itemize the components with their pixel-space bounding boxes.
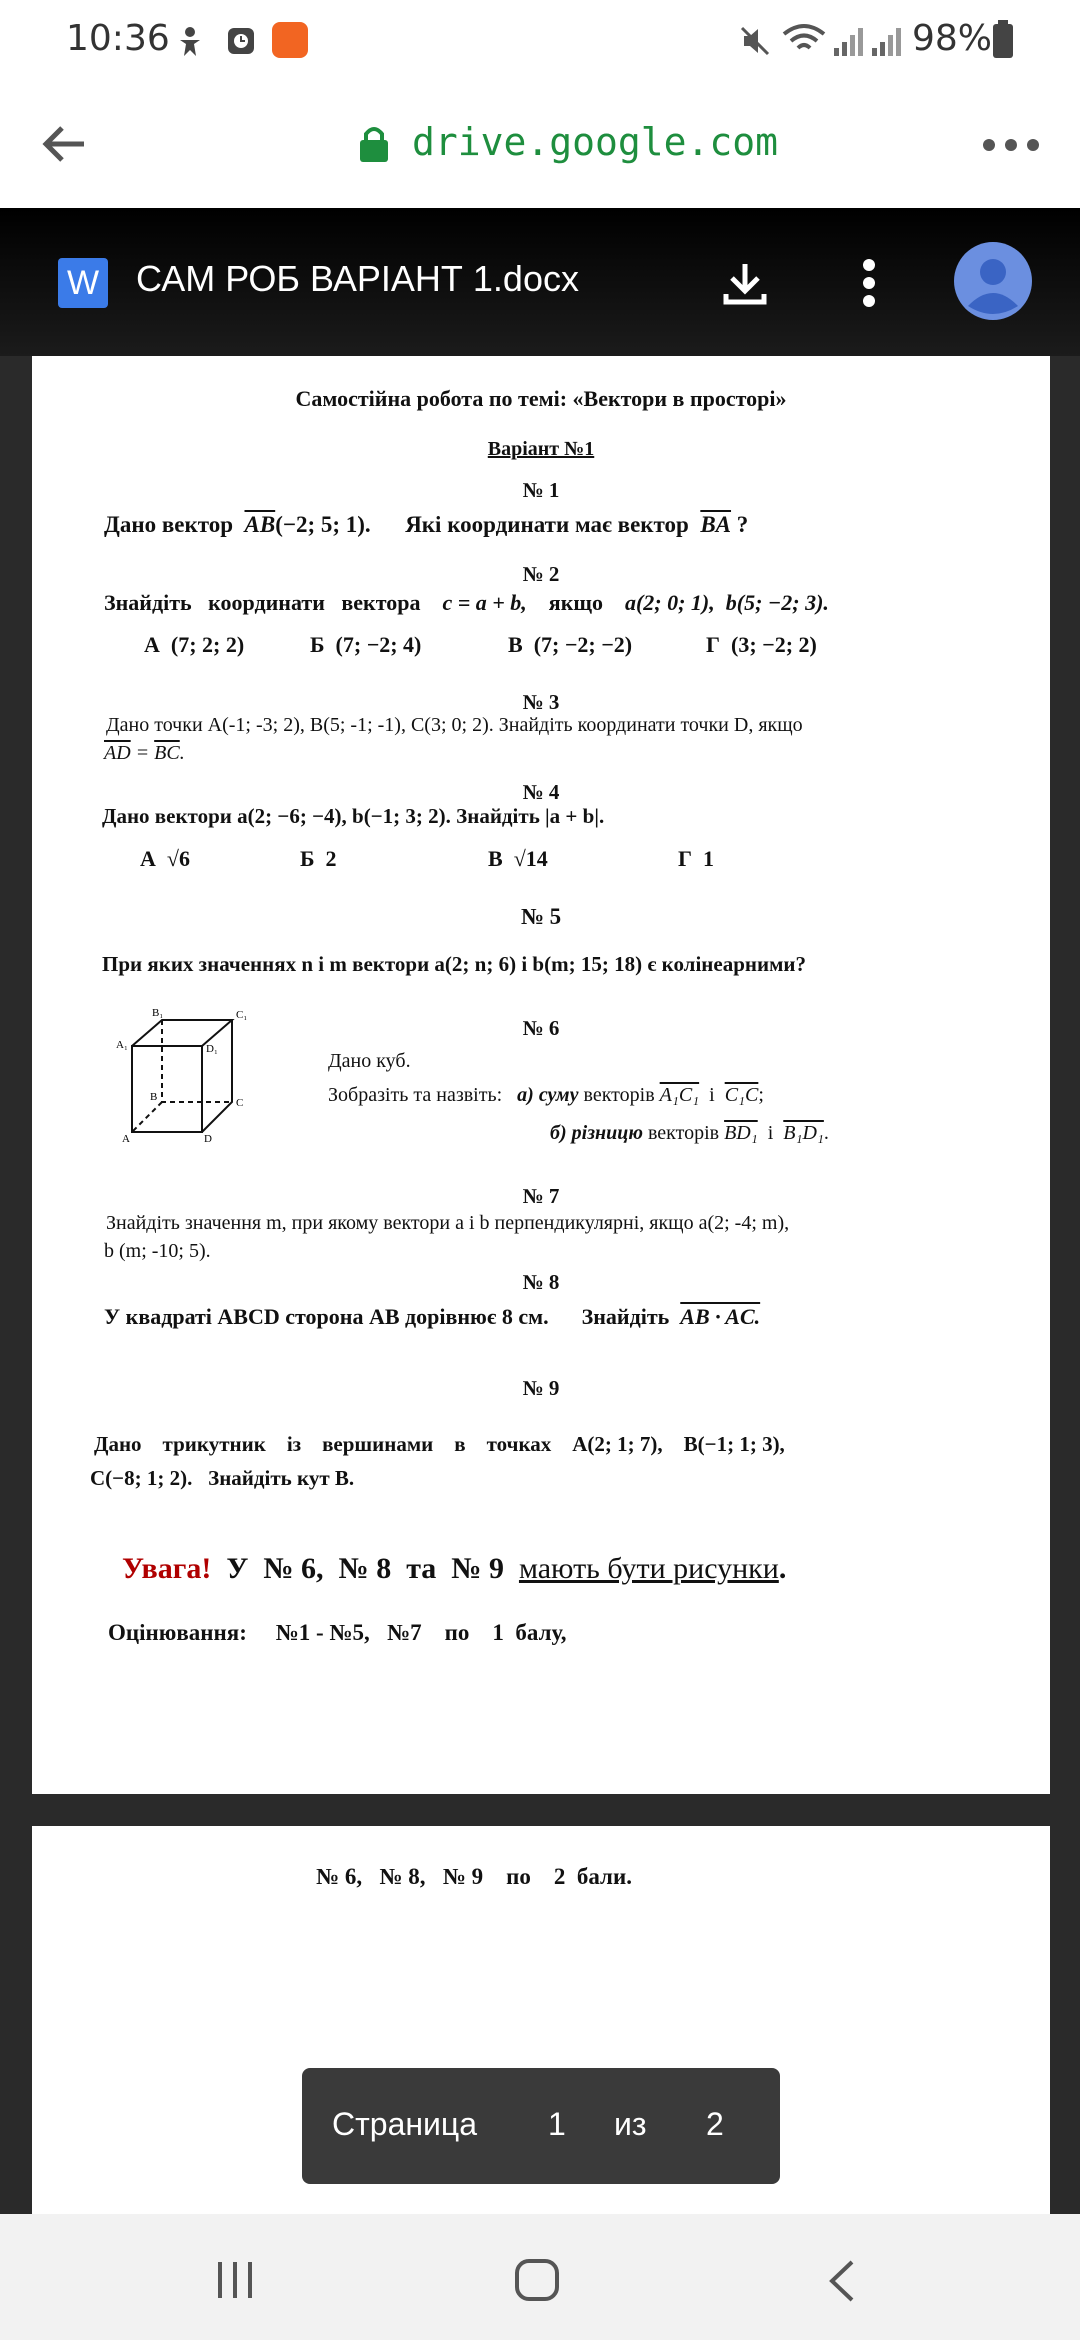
q2-option-a-label: А: [144, 632, 160, 657]
q2-option-c-value: (7; −2; −2): [533, 632, 633, 657]
file-name: САМ РОБ ВАРІАНТ 1.docx: [136, 258, 579, 299]
cube-label-a1: A₁: [116, 1039, 128, 1051]
q2-option-b: [310, 632, 421, 658]
q2-mid: якщо: [548, 590, 603, 615]
pager-of: из: [614, 2106, 647, 2142]
app-notification-icon: [272, 22, 308, 58]
attention-end: .: [778, 1552, 787, 1585]
android-nav-bar: [0, 2214, 1080, 2340]
q2-option-d-label: Г: [706, 632, 720, 657]
q2-option-d: [706, 632, 817, 658]
pager-word: Страница: [332, 2106, 478, 2142]
q2-option-a: [144, 632, 244, 658]
more-horizontal-icon[interactable]: [982, 138, 1040, 152]
q8-line: [104, 1304, 760, 1330]
q5-number: № 5: [520, 904, 562, 929]
attention-note: [122, 1552, 786, 1586]
q6-a-label: а) суму: [517, 1084, 579, 1106]
q6-line-1: Дано куб.: [328, 1050, 411, 1072]
cube-label-d1: D₁: [206, 1043, 218, 1055]
q6-number: № 6: [522, 1016, 560, 1040]
q2-option-c: [508, 632, 632, 658]
q2-option-a-value: (7; 2; 2): [170, 632, 245, 657]
q6-line-2: [328, 1084, 764, 1107]
page-indicator: [302, 2068, 780, 2184]
q6-a-end: ;: [758, 1084, 764, 1106]
q8-number: № 8: [522, 1270, 560, 1294]
q1-number: № 1: [522, 478, 560, 502]
q3-equals: =: [130, 742, 155, 764]
lock-icon: [358, 124, 390, 164]
q2-option-b-label: Б: [310, 632, 325, 657]
q1-line: [104, 512, 748, 538]
clock: 10:36: [66, 18, 170, 59]
pager-total: 2: [706, 2106, 724, 2142]
attention-numbers: № 6, № 8 та № 9: [263, 1552, 504, 1585]
q6-b-end: .: [823, 1122, 829, 1144]
browser-toolbar: [0, 84, 1080, 209]
account-icon[interactable]: [954, 242, 1032, 320]
mute-icon: [738, 24, 772, 58]
screen-time-icon: [226, 26, 256, 56]
q7-number: № 7: [522, 1184, 560, 1208]
cube-label-d: D: [204, 1133, 212, 1145]
more-vertical-icon[interactable]: [862, 258, 876, 308]
q3-line-1: Дано точки A(-1; -3; 2), B(5; -1; -1), C(3; 0; 2). Знайдіть координати точки D, якщо: [106, 714, 803, 736]
q3-end: .: [179, 742, 185, 764]
signal-icon-1: [832, 26, 866, 58]
q8-text: У квадраті ABCD сторона AB дорівнює 8 см.: [104, 1304, 549, 1329]
grading-line-1: [108, 1620, 566, 1646]
q1-question: Які координати має вектор: [405, 512, 689, 537]
q4-option-a-value: √6: [166, 846, 190, 871]
wifi-icon: [782, 22, 826, 58]
q4-option-a: [140, 846, 190, 872]
url-text[interactable]: drive.google.com: [412, 120, 779, 164]
q6-a-vector-2: C₁C: [724, 1084, 759, 1106]
q8-expr: AB · AC.: [680, 1304, 761, 1329]
q4-option-d-label: Г: [678, 846, 692, 871]
q6-b-vector-1: BD₁: [724, 1122, 758, 1144]
cube-label-c: C: [236, 1097, 244, 1109]
grading-rule-1: №1 - №5, №7 по 1 балу,: [275, 1620, 567, 1645]
cube-label-c1: C₁: [236, 1009, 248, 1021]
q4-option-b: [300, 846, 337, 872]
back-nav-icon[interactable]: [826, 2258, 856, 2304]
grading-line-2: № 6, № 8, № 9 по 2 бали.: [316, 1864, 632, 1889]
q4-option-a-label: А: [140, 846, 156, 871]
q6-task: Зобразіть та назвіть:: [328, 1084, 503, 1106]
accessibility-icon: [176, 26, 204, 56]
q1-end: ?: [736, 512, 749, 537]
doc-title: Самостійна робота по темі: «Вектори в просторі»: [295, 386, 787, 411]
grading-label: Оцінювання:: [108, 1620, 247, 1645]
q1-coords: (−2; 5; 1).: [275, 512, 371, 537]
q6-a-and: і: [709, 1084, 715, 1106]
q2-number: № 2: [522, 562, 560, 586]
q8-task: Знайдіть: [581, 1304, 670, 1329]
q2-option-b-value: (7; −2; 4): [335, 632, 422, 657]
cube-label-b: B: [150, 1091, 158, 1103]
variant-heading: Варіант №1: [487, 438, 595, 460]
status-bar: [0, 0, 1080, 84]
q9-line-2: C(−8; 1; 2). Знайдіть кут B.: [90, 1466, 355, 1490]
download-icon[interactable]: [722, 260, 768, 306]
attention-label: Увага!: [122, 1552, 212, 1585]
q4-option-c: [488, 846, 548, 872]
attention-text: У: [226, 1552, 249, 1585]
q2-formula: c = a + b,: [442, 590, 527, 615]
q6-b-and: і: [767, 1122, 774, 1144]
battery-icon: [992, 20, 1014, 60]
home-icon[interactable]: [514, 2258, 560, 2302]
q6-a-text: векторів: [583, 1084, 655, 1106]
q2-option-c-label: В: [508, 632, 523, 657]
q4-option-d: [678, 846, 714, 872]
q3-number: № 3: [522, 690, 560, 714]
cube-figure: [86, 1002, 246, 1162]
q2-vector-b: b(5; −2; 3).: [725, 590, 829, 615]
q3-vector-ad: $\overline{AD}$: [104, 742, 131, 764]
q9-line-1: Дано трикутник із вершинами в точках A(2; 1; 7), B(−1; 1; 3),: [94, 1432, 785, 1456]
word-app-icon: W: [58, 258, 108, 308]
q2-line: [104, 590, 829, 616]
q7-line-2: b (m; -10; 5).: [104, 1240, 211, 1262]
q4-option-c-value: √14: [513, 846, 548, 871]
q6-b-vector-2: B₁D₁: [783, 1122, 824, 1144]
q1-text: Дано вектор: [104, 512, 233, 537]
recents-icon[interactable]: [214, 2260, 256, 2300]
q1-vector-2: $\overline{BA}$: [700, 512, 732, 537]
back-arrow-icon[interactable]: [40, 124, 86, 164]
q1-vector: $\overline{AB}$: [244, 512, 276, 537]
q4-option-b-value: 2: [325, 846, 337, 871]
q6-line-3: [550, 1122, 829, 1145]
battery-percent: 98%: [912, 18, 993, 59]
q2-text: Знайдіть координати вектора: [104, 590, 421, 615]
q4-option-b-label: Б: [300, 846, 315, 871]
cube-label-b1: B₁: [152, 1007, 164, 1019]
q4-option-c-label: В: [488, 846, 503, 871]
pager-current: 1: [548, 2106, 566, 2142]
q3-line-2: [104, 742, 185, 765]
q4-option-d-value: 1: [703, 846, 714, 871]
q6-a-vector-1: A₁C₁: [659, 1084, 700, 1106]
viewer-header: [0, 208, 1080, 356]
q9-number: № 9: [522, 1376, 560, 1400]
q5-text: При яких значеннях n і m вектори a(2; n; 6) і b(m; 15; 18) є колінеарними?: [102, 952, 807, 976]
q2-option-d-value: (3; −2; 2): [731, 632, 817, 657]
q7-line-1: Знайдіть значення m, при якому вектори a і b перпендикулярні, якщо a(2; -4; m),: [106, 1212, 790, 1234]
signal-icon-2: [870, 26, 904, 58]
cube-label-a: A: [122, 1133, 130, 1145]
q3-vector-bc: $\overline{BC}$: [154, 742, 180, 764]
q2-vector-a: a(2; 0; 1),: [624, 590, 715, 615]
q4-line-1: Дано вектори a(2; −6; −4), b(−1; 3; 2). Знайдіть |a + b|.: [102, 804, 605, 828]
q4-number: № 4: [522, 780, 560, 804]
document-page-1: [32, 356, 1050, 1794]
attention-requirement: мають бути рисунки: [518, 1552, 779, 1585]
q6-b-text: векторів: [647, 1122, 720, 1144]
q6-b-label: б) різницю: [550, 1122, 643, 1144]
